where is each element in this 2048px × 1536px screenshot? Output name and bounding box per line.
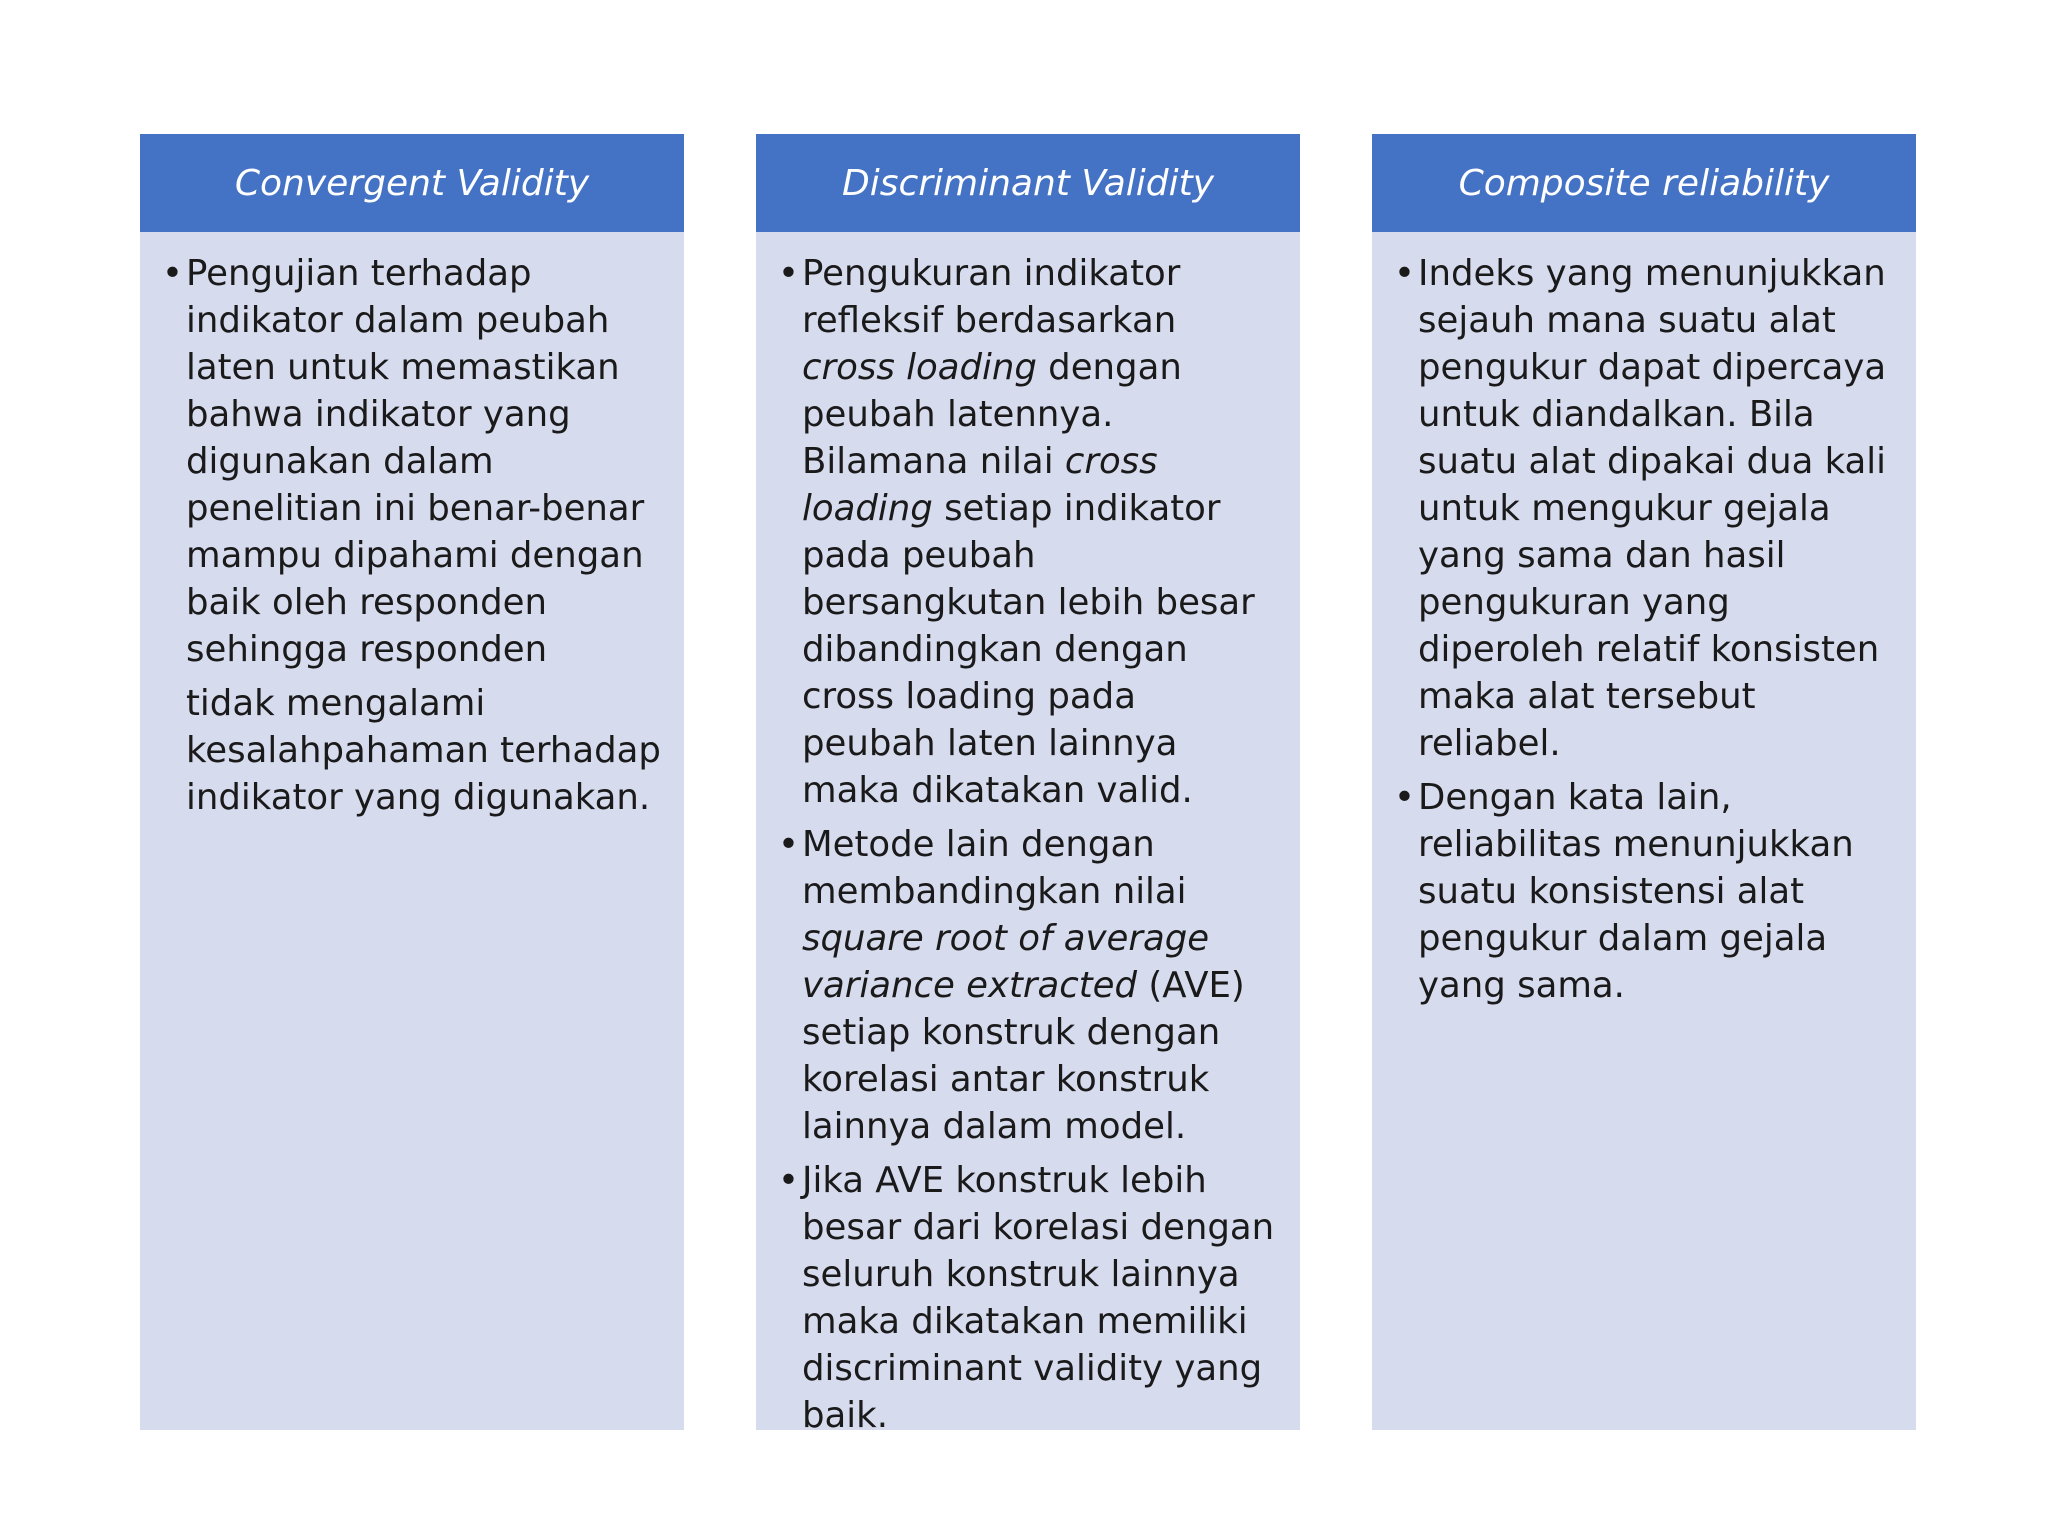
bullet-text: Dengan kata lain, reliabilitas menunjukkan suatu konsistensi alat pengukur dalam gejala yang sama. bbox=[1418, 777, 1854, 1006]
bullet-item bbox=[162, 250, 664, 821]
bullet-text: Metode lain dengan membandingkan nilai bbox=[802, 824, 1187, 912]
bullet-text: Pengukuran indikator refleksif berdasarkan bbox=[802, 253, 1181, 341]
column-header bbox=[756, 134, 1300, 232]
bullet-dot-icon: • bbox=[778, 1160, 799, 1201]
bullet-dot-icon: • bbox=[1394, 253, 1415, 294]
bullet-list bbox=[778, 250, 1280, 1439]
bullet-text: Jika AVE konstruk lebih besar dari korelasi dengan seluruh konstruk lainnya maka dikatakan memiliki discriminant validity yang baik. bbox=[802, 1160, 1275, 1436]
bullet-text: dengan peubah latennya. Bilamana nilai bbox=[802, 347, 1182, 482]
column-title: Convergent Validity bbox=[234, 162, 590, 204]
bullet-text: (AVE) setiap konstruk dengan korelasi antar konstruk lainnya dalam model. bbox=[802, 965, 1245, 1147]
bullet-dot-icon: • bbox=[1394, 777, 1415, 818]
bullet-list bbox=[162, 250, 664, 821]
bullet-item bbox=[778, 1157, 1280, 1439]
bullet-item bbox=[778, 250, 1280, 814]
column-header bbox=[1372, 134, 1916, 232]
bullet-text: Pengujian terhadap indikator dalam peubah laten untuk memastikan bahwa indikator yang digunakan dalam penelitian ini benar-benar mampu dipahami dengan baik oleh responden sehingga responden bbox=[186, 253, 645, 670]
bullet-text-italic: cross loading bbox=[802, 441, 1158, 529]
column-body bbox=[756, 232, 1300, 1439]
bullet-text-italic: square root of average variance extracted bbox=[802, 918, 1210, 1006]
column-body bbox=[1372, 232, 1916, 1009]
column-composite-reliability bbox=[1372, 134, 1916, 1430]
bullet-item bbox=[1394, 250, 1896, 767]
column-title: Composite reliability bbox=[1458, 162, 1830, 204]
column-convergent-validity bbox=[140, 134, 684, 1430]
bullet-text-italic: cross loading bbox=[802, 347, 1037, 388]
column-header bbox=[140, 134, 684, 232]
column-body bbox=[140, 232, 684, 821]
bullet-text: setiap indikator pada peubah bersangkutan lebih besar dibandingkan dengan cross loading pada peubah laten lainnya maka dikatakan valid. bbox=[802, 488, 1255, 811]
bullet-text: Indeks yang menunjukkan sejauh mana suatu alat pengukur dapat dipercaya untuk diandalkan. Bila suatu alat dipakai dua kali untuk mengukur gejala yang sama dan hasil pengukuran yang diperoleh relatif konsisten maka alat tersebut reliabel. bbox=[1418, 253, 1887, 764]
bullet-item bbox=[1394, 774, 1896, 1009]
bullet-item bbox=[778, 821, 1280, 1150]
column-title: Discriminant Validity bbox=[841, 162, 1215, 204]
bullet-dot-icon: • bbox=[778, 253, 799, 294]
bullet-list bbox=[1394, 250, 1896, 1009]
bullet-text-continuation: tidak mengalami kesalahpahaman terhadap indikator yang digunakan. bbox=[186, 683, 661, 818]
bullet-dot-icon: • bbox=[162, 253, 183, 294]
column-discriminant-validity bbox=[756, 134, 1300, 1436]
bullet-dot-icon: • bbox=[778, 824, 799, 865]
